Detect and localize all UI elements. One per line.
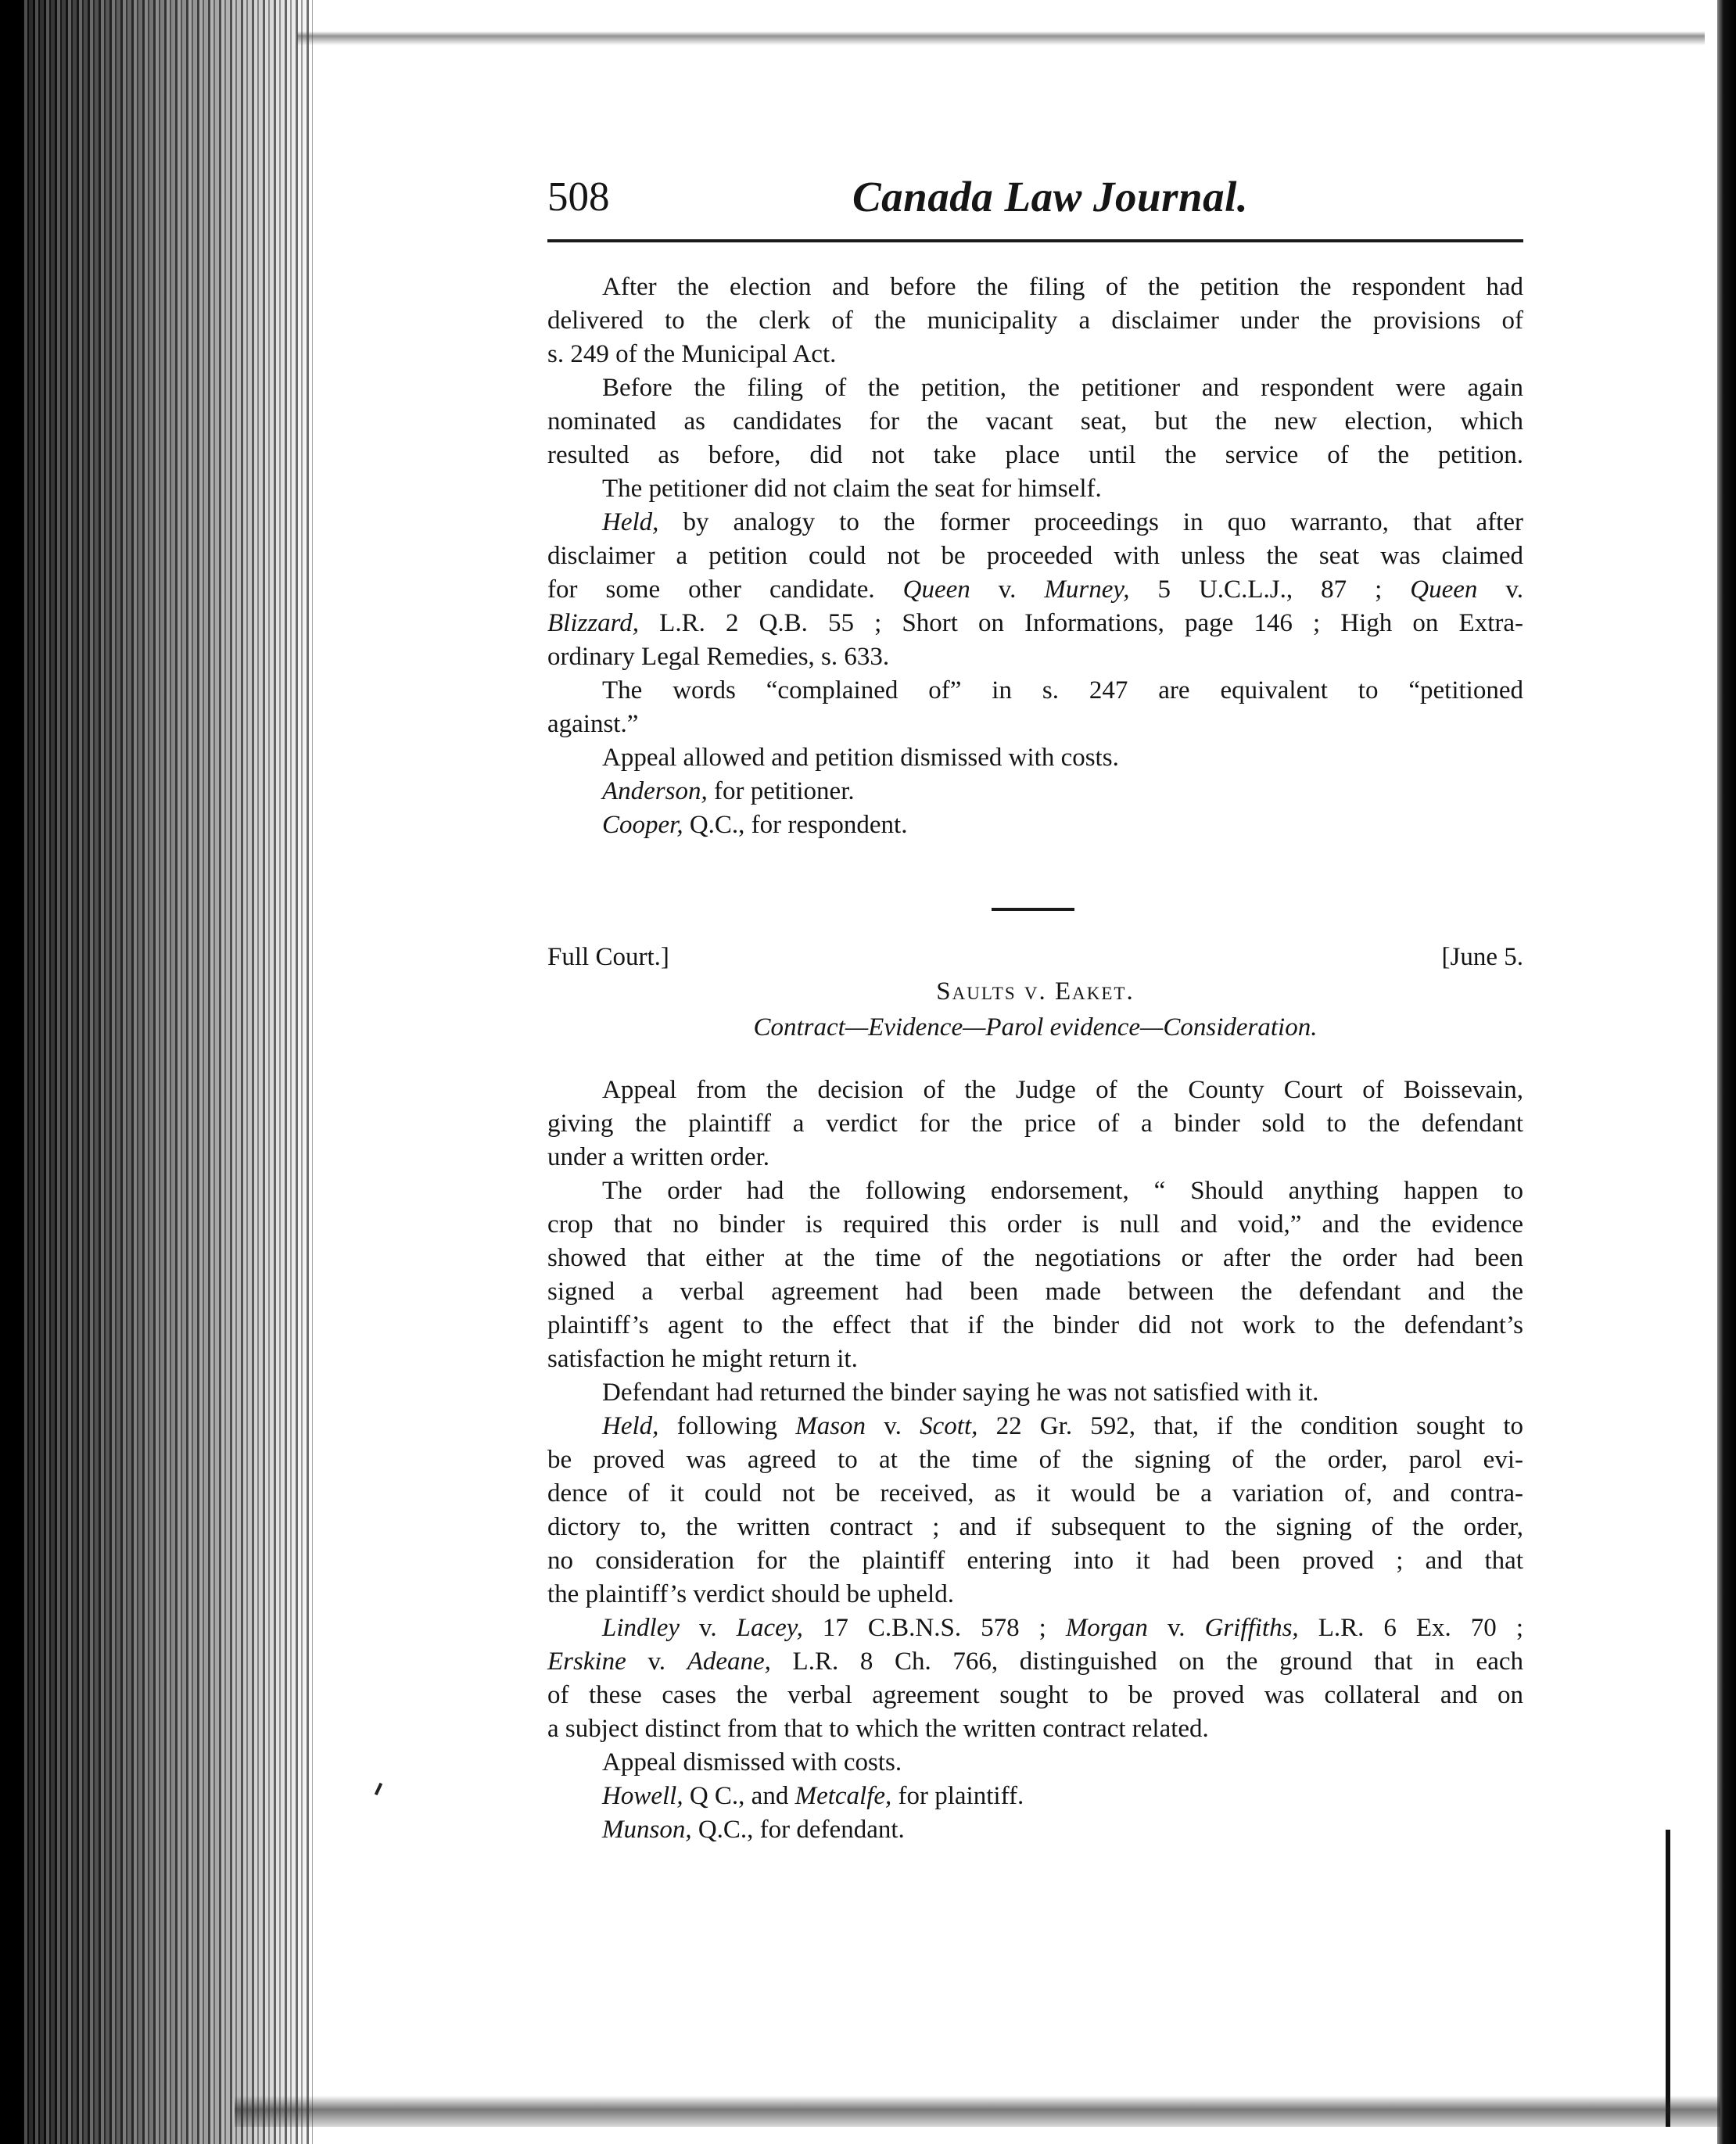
scan-right-line xyxy=(1666,1830,1670,2127)
italic-case-name: Anderson, xyxy=(602,777,708,805)
court-label: Full Court.] xyxy=(547,943,669,971)
case-1-line: delivered to the clerk of the municipality a disclaimer under the provisions of xyxy=(547,307,1523,335)
case-1-line: against.” xyxy=(547,710,639,738)
page-gutter-shadow xyxy=(0,0,313,2144)
case-2-line: signed a verbal agreement had been made between the defendant and the xyxy=(547,1278,1523,1306)
scan-left-edge xyxy=(0,0,23,2144)
case-1-line: Appeal allowed and petition dismissed with costs. xyxy=(602,744,1119,772)
page-number: 508 xyxy=(547,174,610,220)
italic-case-name: Queen xyxy=(1410,575,1478,604)
scan-right-edge xyxy=(1717,0,1736,2144)
section-divider xyxy=(992,908,1074,911)
case-2-line: of these cases the verbal agreement sought to be proved was collateral and on xyxy=(547,1681,1523,1709)
italic-case-name: Murney, xyxy=(1044,575,1130,604)
italic-case-name: Scott, xyxy=(920,1412,978,1440)
case-2-line: Munson, Q.C., for defendant. xyxy=(602,1816,905,1844)
case-1-line: Blizzard, L.R. 2 Q.B. 55 ; Short on Informations, page 146 ; High on Extra- xyxy=(547,609,1523,637)
case-1-line: The petitioner did not claim the seat for himself. xyxy=(602,475,1102,503)
italic-case-name: Erskine xyxy=(547,1647,626,1676)
case-2-line: no consideration for the plaintiff entering into it had been proved ; and that xyxy=(547,1547,1523,1575)
italic-case-name: Griffiths, xyxy=(1204,1614,1299,1642)
italic-case-name: Cooper, xyxy=(602,811,683,839)
italic-case-name: Queen xyxy=(902,575,970,604)
italic-case-name: Adeane, xyxy=(687,1647,771,1676)
italic-case-name: Lindley xyxy=(602,1614,680,1642)
italic-case-name: Held, xyxy=(602,1412,659,1440)
italic-case-name: Held, xyxy=(602,508,659,536)
case-title xyxy=(547,974,1523,1009)
case-1-line: Held, by analogy to the former proceedings in quo warranto, that after xyxy=(602,508,1523,536)
case-2-line: Held, following Mason v. Scott, 22 Gr. 592, that, if the condition sought to xyxy=(602,1412,1523,1440)
case-2-line: showed that either at the time of the negotiations or after the order had been xyxy=(547,1244,1523,1272)
case-1-line: After the election and before the filing of the petition the respondent had xyxy=(602,273,1523,301)
case-1-line: Cooper, Q.C., for respondent. xyxy=(602,811,908,839)
case-2-line: Appeal from the decision of the Judge of the County Court of Boissevain, xyxy=(602,1076,1523,1104)
case-1-line: The words “complained of” in s. 247 are equivalent to “petitioned xyxy=(602,676,1523,705)
italic-case-name: Munson, xyxy=(602,1816,692,1844)
italic-case-name: Metcalfe, xyxy=(794,1782,892,1810)
case-2-line: a subject distinct from that to which the written contract related. xyxy=(547,1715,1209,1743)
case-2-line: be proved was agreed to at the time of the signing of the order, parol evi- xyxy=(547,1446,1523,1474)
case-2-line: giving the plaintiff a verdict for the price of a binder sold to the defendant xyxy=(547,1110,1523,1138)
case-1-line: resulted as before, did not take place until the service of the petition. xyxy=(547,441,1523,469)
case-1-line: Anderson, for petitioner. xyxy=(602,777,855,805)
case-2-line: The order had the following endorsement, “ Should anything happen to xyxy=(602,1177,1523,1205)
case-title-text: Saults v. Eaket. xyxy=(936,977,1135,1006)
case-1-line: for some other candidate. Queen v. Murney, 5 U.C.L.J., 87 ; Queen v. xyxy=(547,575,1524,604)
case-2-line: satisfaction he might return it. xyxy=(547,1345,858,1373)
case-subject: Contract—Evidence—Parol evidence—Consideration. xyxy=(753,1013,1318,1042)
stray-mark xyxy=(375,1783,382,1795)
case-2-line: under a written order. xyxy=(547,1143,770,1171)
case-2-line: dence of it could not be received, as it would be a variation of, and contra- xyxy=(547,1479,1523,1508)
header-rule xyxy=(547,239,1523,242)
case-1-line: ordinary Legal Remedies, s. 633. xyxy=(547,643,890,671)
italic-case-name: Blizzard, xyxy=(547,609,640,637)
case-2-line: Defendant had returned the binder saying he was not satisfied with it. xyxy=(602,1379,1319,1407)
italic-case-name: Howell, xyxy=(602,1782,683,1810)
case-2-line: Erskine v. Adeane, L.R. 8 Ch. 766, distinguished on the ground that in each xyxy=(547,1647,1523,1676)
case-2-line: crop that no binder is required this order is null and void,” and the evidence xyxy=(547,1210,1523,1239)
case-2-line: dictory to, the written contract ; and if subsequent to the signing of the order, xyxy=(547,1513,1523,1541)
case-2-line: Lindley v. Lacey, 17 C.B.N.S. 578 ; Morgan v. Griffiths, L.R. 6 Ex. 70 ; xyxy=(602,1614,1523,1642)
scan-bottom-edge xyxy=(235,2096,1720,2127)
italic-case-name: Mason xyxy=(795,1412,866,1440)
case-2-line: plaintiff’s agent to the effect that if the binder did not work to the defendant’s xyxy=(547,1311,1523,1339)
italic-case-name: Lacey, xyxy=(736,1614,803,1642)
case-1-line: Before the filing of the petition, the petitioner and respondent were again xyxy=(602,374,1523,402)
case-1-line: s. 249 of the Municipal Act. xyxy=(547,340,837,368)
italic-case-name: Morgan xyxy=(1065,1614,1148,1642)
case-1-line: disclaimer a petition could not be proceeded with unless the seat was claimed xyxy=(547,542,1523,570)
case-2-line: Howell, Q C., and Metcalfe, for plaintiff. xyxy=(602,1782,1024,1810)
case-2-line: Appeal dismissed with costs. xyxy=(602,1748,902,1777)
case-2-line: the plaintiff’s verdict should be upheld. xyxy=(547,1580,954,1608)
scan-top-edge xyxy=(297,31,1705,45)
case-1-line: nominated as candidates for the vacant seat, but the new election, which xyxy=(547,407,1523,436)
running-head: Canada Law Journal. xyxy=(852,173,1249,220)
case-date: [June 5. xyxy=(1441,943,1523,971)
